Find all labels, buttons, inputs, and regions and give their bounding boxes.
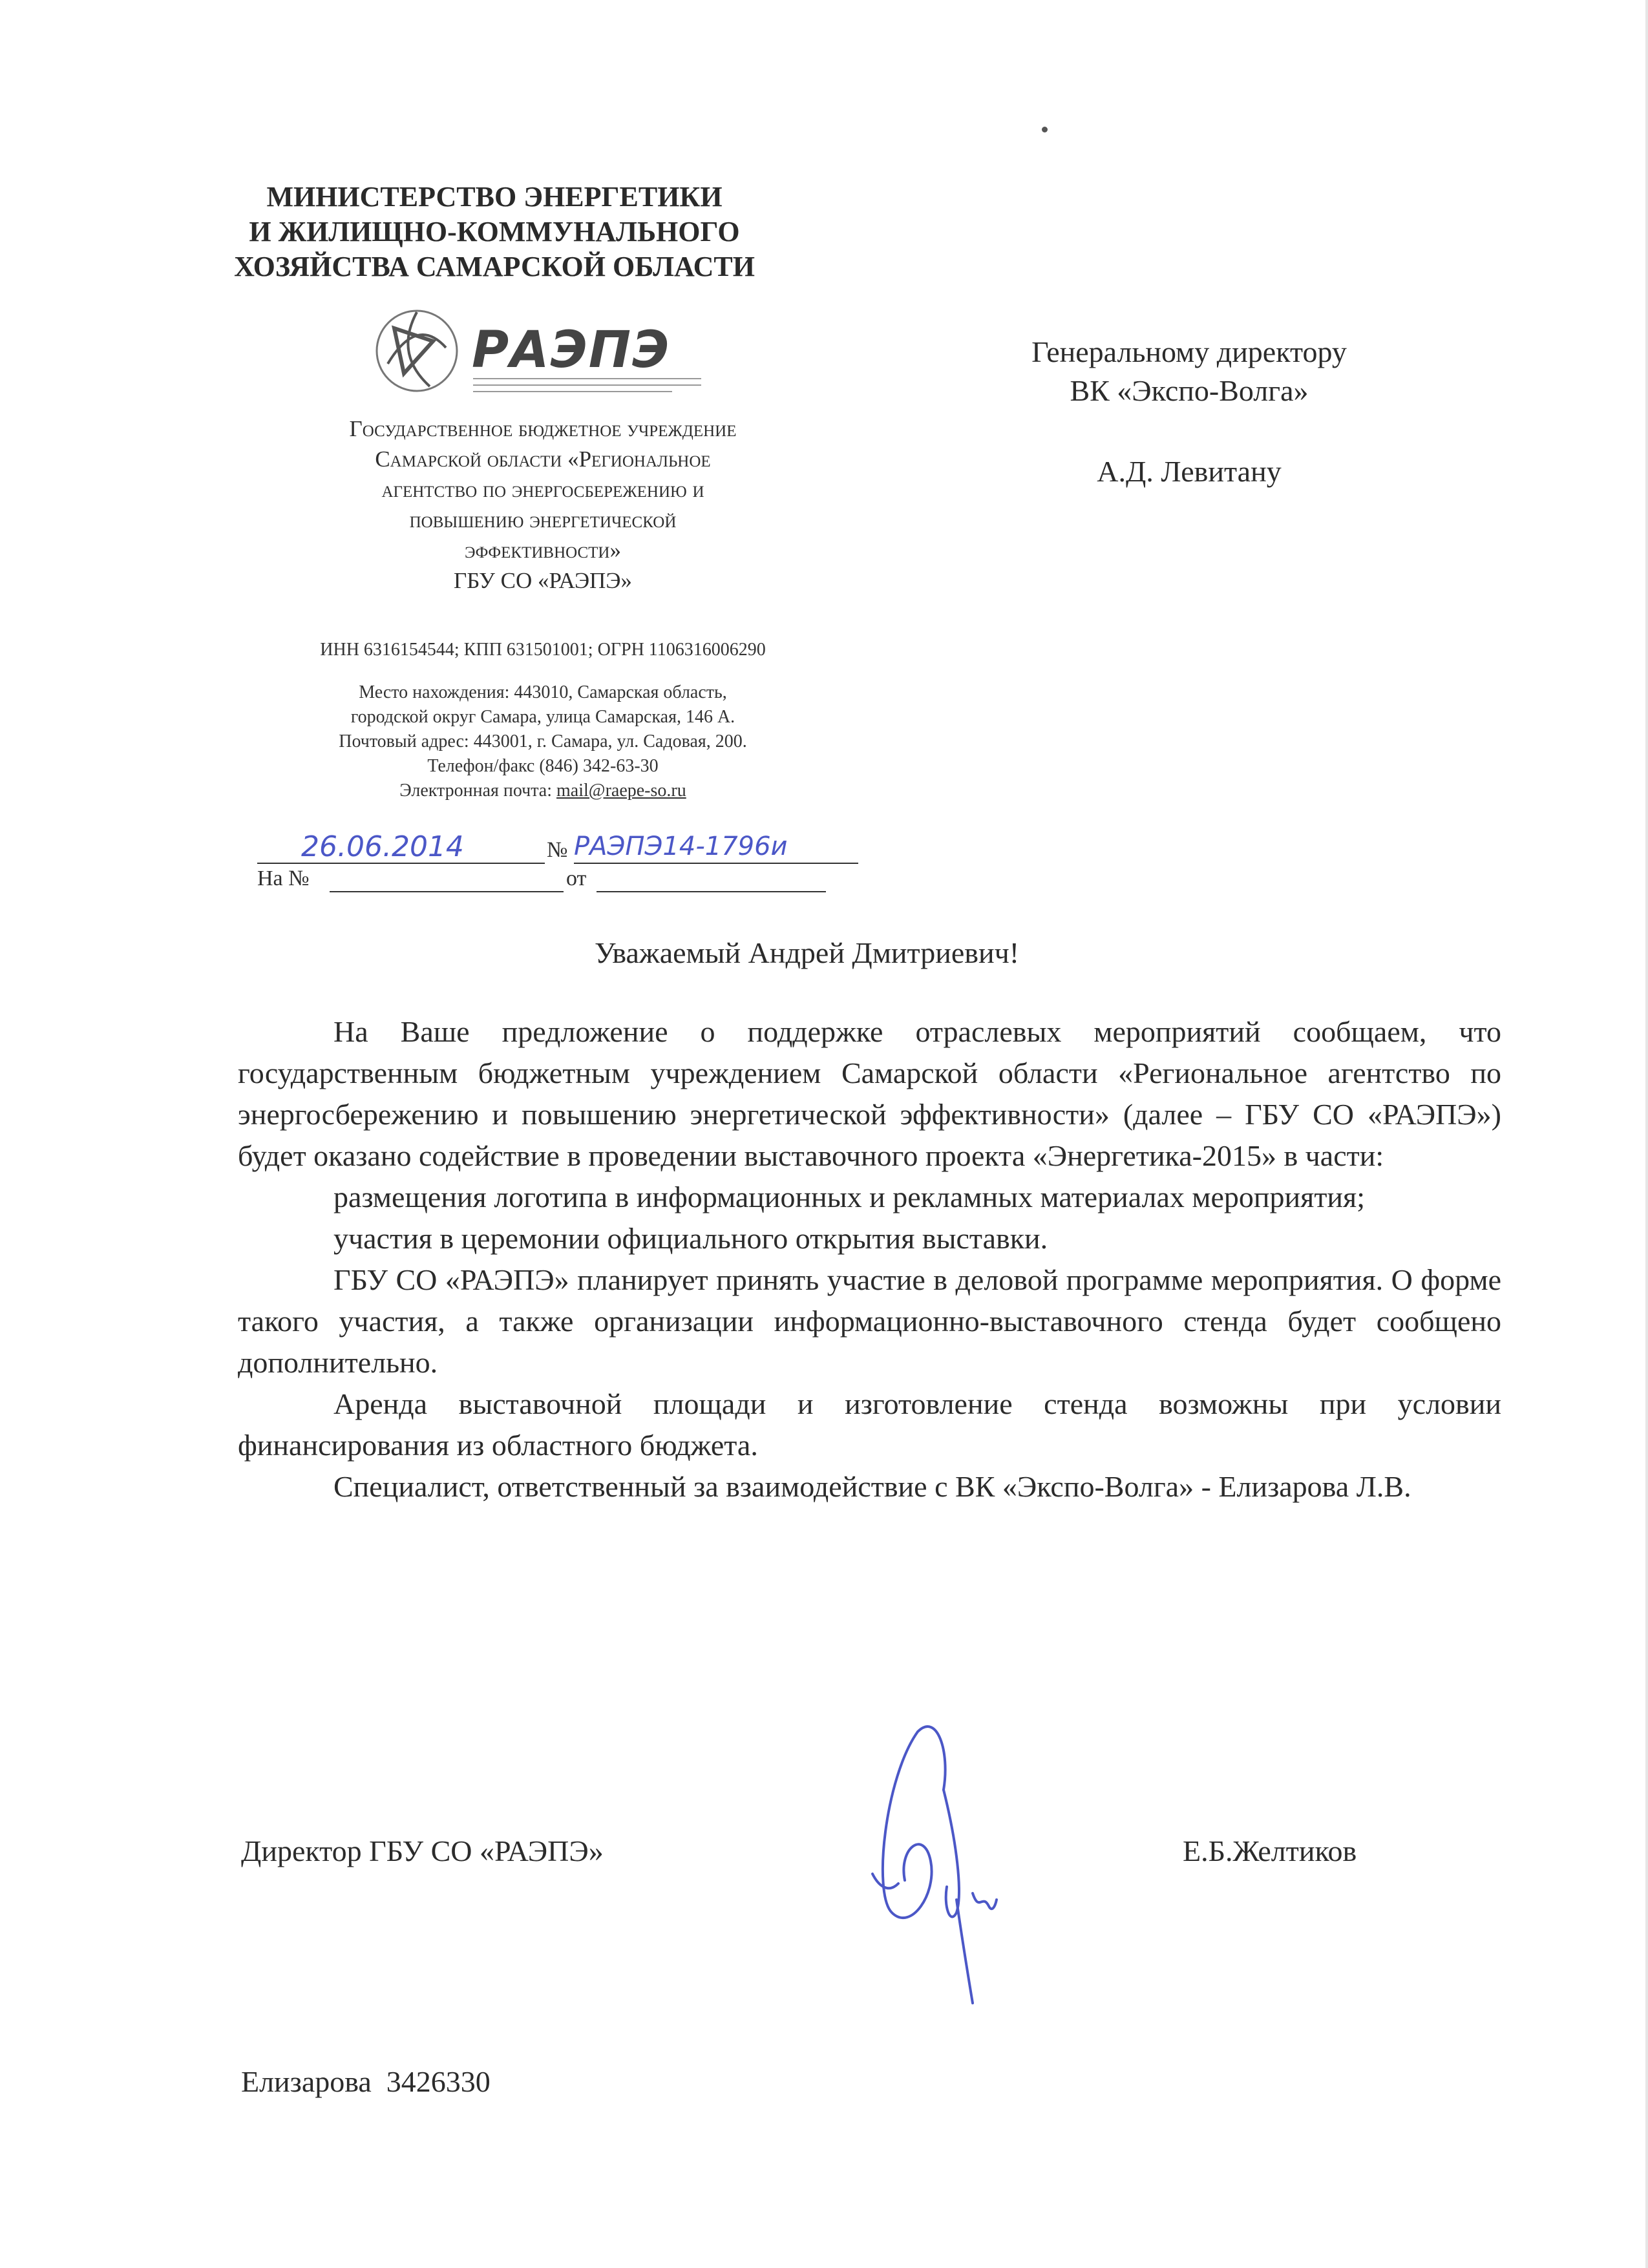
addressee-position: Генеральному директору <box>1031 335 1347 368</box>
signatory-name: Е.Б.Желтиков <box>1183 1834 1357 1867</box>
email-link[interactable]: mail@raepe-so.ru <box>556 781 686 801</box>
addressee-spacer <box>931 410 1448 452</box>
handwritten-date: 26.06.2014 <box>301 830 464 863</box>
paper-speck <box>1042 127 1048 132</box>
address-line-4: Телефон/факс (846) 342-63-30 <box>427 756 659 776</box>
body-paragraph-2: размещения логотипа в информационных и рекламных материалах мероприятия; <box>333 1181 1365 1213</box>
organization-address <box>226 680 860 803</box>
incoming-reference <box>257 861 858 900</box>
addressee-organization: ВК «Экспо-Волга» <box>1070 374 1309 407</box>
ref-from-label: от <box>566 866 587 890</box>
address-line-2: городской округ Самара, улица Самарская, 146 А. <box>350 707 735 727</box>
executor-contact: Елизарова 3426330 <box>241 2065 491 2098</box>
org-line-3: агентство по энергосбережению и <box>381 477 704 502</box>
body-paragraph-6: Специалист, ответственный за взаимодействие с ВК «Экспо-Волга» - Елизарова Л.В. <box>333 1470 1411 1503</box>
signatory-role: Директор ГБУ СО «РАЭПЭ» <box>241 1834 604 1867</box>
logo-text: РАЭПЭ <box>472 321 671 379</box>
handwritten-number: РАЭПЭ14-1796и <box>574 832 788 861</box>
org-line-5: эффективности» <box>465 538 621 563</box>
addressee-block <box>931 333 1448 491</box>
raepe-logo <box>368 302 730 399</box>
org-line-4: повышению энергетической <box>409 507 677 532</box>
page-edge <box>1645 0 1648 2268</box>
ref-date-underline <box>597 891 826 892</box>
logo-emblem-icon <box>377 311 457 391</box>
ministry-line-2: И ЖИЛИЩНО-КОММУНАЛЬНОГО <box>249 216 740 247</box>
tax-codes: ИНН 6316154544; КПП 631501001; ОГРН 1106316006290 <box>320 640 766 660</box>
organization-name <box>226 414 860 596</box>
email-label: Электронная почта: <box>399 781 557 801</box>
addressee-name: А.Д. Левитану <box>1097 455 1282 488</box>
body-paragraph-5: Аренда выставочной площади и изготовление стенда возможны при условии финансирования из областного бюджета. <box>238 1387 1501 1462</box>
body-paragraph-3: участия в церемонии официального открытия выставки. <box>333 1222 1048 1255</box>
handwritten-signature <box>860 1699 1066 2035</box>
body-paragraph-1: На Ваше предложение о поддержке отраслевых мероприятий сообщаем, что государственным бюджетным учреждением Самарской области «Региональное агентство по энергосбережению и повышению энергетической эффективности» (далее – ГБУ СО «РАЭПЭ») будет оказано содействие в проведении выставочного проекта «Энергетика-2015» в части: <box>238 1015 1501 1172</box>
ministry-line-1: МИНИСТЕРСТВО ЭНЕРГЕТИКИ <box>266 181 723 213</box>
body-paragraph-4: ГБУ СО «РАЭПЭ» планирует принять участие в деловой программе мероприятия. О форме такого участия, а также организации информационно-выставочного стенда будет сообщено дополнительно. <box>238 1263 1501 1379</box>
address-line-1: Место нахождения: 443010, Самарская область, <box>359 682 727 702</box>
letter-body <box>238 1011 1501 1507</box>
org-line-1: Государственное бюджетное учреждение <box>349 416 737 441</box>
org-line-6: ГБУ СО «РАЭПЭ» <box>454 568 632 593</box>
number-sign: № <box>547 838 568 862</box>
greeting: Уважаемый Андрей Дмитриевич! <box>595 936 1020 969</box>
org-line-2: Самарской области «Региональное <box>375 446 711 472</box>
ref-label: На № <box>257 866 310 890</box>
ref-number-underline <box>330 891 564 892</box>
address-line-3: Почтовый адрес: 443001, г. Самара, ул. Садовая, 200. <box>339 731 747 751</box>
ministry-line-3: ХОЗЯЙСТВА САМАРСКОЙ ОБЛАСТИ <box>234 251 755 282</box>
logo-small-print <box>473 379 701 392</box>
ministry-heading <box>213 180 776 284</box>
email-line <box>226 779 860 803</box>
